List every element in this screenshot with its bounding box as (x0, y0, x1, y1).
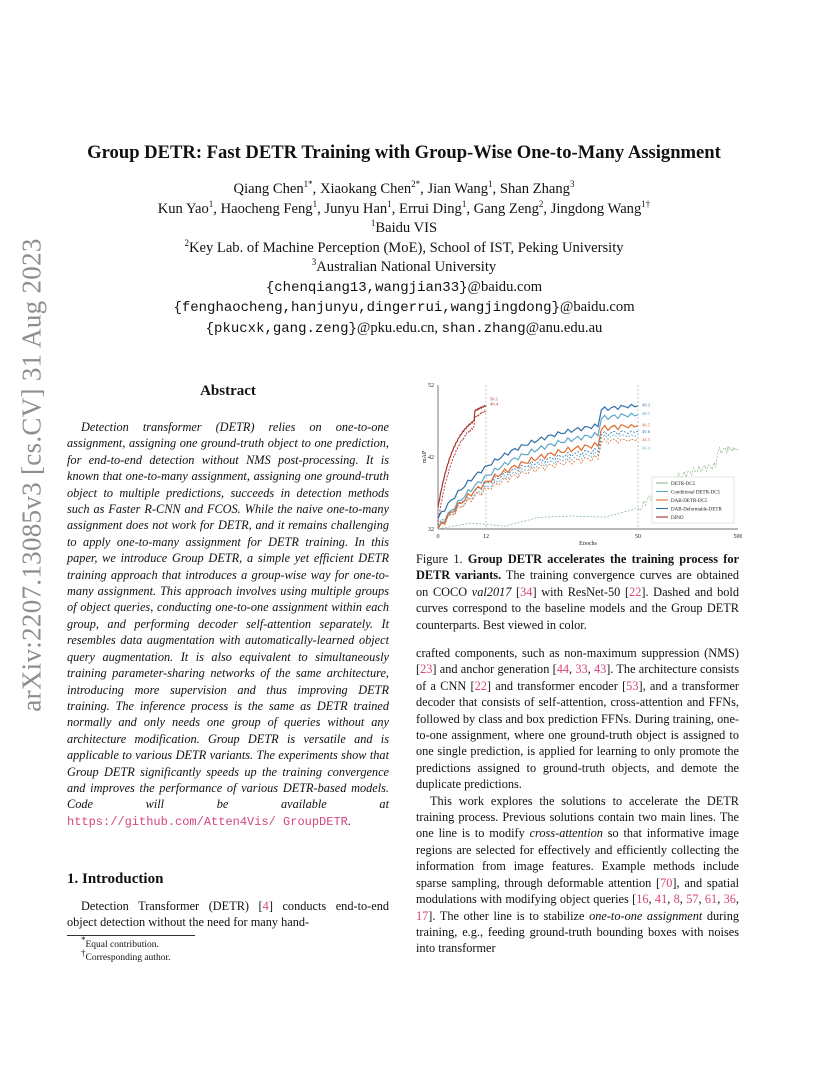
legend-entry: DAB-DETR-DC5 (671, 499, 708, 504)
legend-entry: Conditional DETR-DC5 (671, 490, 721, 496)
x-tick-label: 50 (635, 534, 641, 540)
end-value-label: 49.4 (490, 401, 499, 407)
end-value-label: 48.1 (642, 411, 651, 417)
author-line-2: Kun Yao$^1$, Haocheng Feng$^1$, Junyu Han$^1$, Errui Ding$^1$, Gang Zeng$^2$, Jingdong Wang$^{1\dagger}$ (157, 198, 651, 217)
author-line-1: Qiang Chen$^{1*}$, Xiaokang Chen$^{2*}$, Jian Wang$^1$, Shan Zhang$^3$ (233, 179, 575, 197)
end-value-label: 44.5 (642, 437, 651, 442)
series-line-dino-group (438, 406, 486, 508)
x-tick-label: 0 (436, 534, 440, 540)
author-block (40, 180, 768, 339)
email-line-1: {chenqiang13,wangjian33}@baidu.com (265, 278, 543, 296)
series-line-dab-deformable-baseline (438, 431, 638, 525)
legend-entry: DINO (671, 516, 684, 521)
introduction-paragraph: Detection Transformer (DETR) [4] conducts end-to-end object detection without the need for many hand- (67, 899, 389, 930)
end-value-label: 49.3 (642, 402, 651, 408)
right-column-body (416, 645, 739, 957)
arxiv-identifier: arXiv:2207.13085v3 [cs.CV] 31 Aug 2023 (16, 238, 47, 712)
footnote-corresponding-author: †Corresponding author. (81, 947, 171, 963)
end-value-label: 46.5 (642, 422, 651, 428)
y-axis-label: mAP (422, 450, 428, 464)
figure-1-chart (416, 379, 742, 545)
introduction-heading: 1. Introduction (67, 871, 164, 887)
paper-title: Group DETR: Fast DETR Training with Group-Wise One-to-Many Assignment (87, 142, 721, 163)
end-value-label: 43.3 (642, 445, 651, 451)
end-value-label: 50.1 (490, 396, 499, 402)
series-line-dab-deformable-group (438, 401, 638, 518)
y-tick-label: 42 (428, 455, 434, 461)
email-line-2: {fenghaocheng,hanjunyu,dingerrui,wangjingdong}@baidu.com (173, 299, 635, 316)
x-tick-label: 500 (733, 534, 742, 540)
end-value-label: 45.6 (642, 429, 651, 435)
end-value-label: 43.3 (726, 445, 735, 451)
series-line-dab-dc5-baseline (438, 439, 638, 529)
convergence-chart-svg (416, 379, 742, 545)
affiliation-2: $^2$Key Lab. of Machine Perception (MoE), School of IST, Peking University (184, 237, 624, 256)
y-tick-label: 52 (428, 383, 434, 389)
legend-entry: DETR-DC5 (671, 482, 696, 487)
email-line-3: {pkucxk,gang.zeng}@pku.edu.cn, shan.zhang@anu.edu.au (205, 319, 603, 337)
abstract-heading: Abstract (200, 383, 256, 399)
affiliation-1: $^1$Baidu VIS (370, 218, 438, 236)
legend-entry: DAB-Deformable-DETR (671, 507, 722, 513)
footnotes (67, 934, 389, 965)
footnote-rule (67, 935, 195, 936)
series-line-dino-baseline (438, 411, 486, 522)
affiliation-3: $^3$Australian National University (311, 257, 497, 275)
body-paragraph-1: crafted components, such as non-maximum suppression (NMS) [23] and anchor generation [44, 33, 43]. The architecture consists of a CNN [22] and transformer encoder [53], and a transformer decoder that consists of self-attention, cross-attention and FFNs, followed by class and box prediction FFNs. During training, one-to-one assignment, where one ground-truth object is assigned to one single prediction, is applied for learning to only promote the predictions assigned to ground-truth objects, and demote the duplicate predictions. (416, 646, 740, 792)
x-tick-label: 12 (483, 534, 489, 540)
figure-1-caption: Figure 1. Group DETR accelerates the training process for DETR variants. The training convergence curves are obtained on COCO val2017 [34] with ResNet-50 [22]. Dashed and bold curves correspond to the baseline models and the Group DETR counterparts. Best viewed in color. (416, 552, 739, 632)
abstract-text: Detection transformer (DETR) relies on one-to-one assignment, assigning one ground-truth object to one prediction, for end-to-end detection without NMS post-processing. It is known that one-to-many assignment, assigning one ground-truth object to multiple predictions, succeeds in detection methods such as Faster R-CNN and FCOS. While the naive one-to-many assignment does not work for DETR, and it remains challenging to apply one-to-many assignment for DETR training. In this paper, we introduce Group DETR, a simple yet efficient DETR training approach that introduces a group-wise way for one-to-many assignment. This approach involves using multiple groups of object queries, conducting one-to-one assignment within each group, and performing decoder self-attention separately. It resembles data augmentation with automatically-learned object query augmentation. It is also equivalent to simultaneously training parameter-sharing networks of the same architecture, introducing more supervision and thus improving DETR training. The inference process is the same as DETR trained normally and only needs one group of queries without any architecture modification. Group DETR is versatile and is applicable to various DETR variants. The experiments show that Group DETR significantly speeds up the training convergence and improves the performance of various DETR-based models. Code will be available at https://github.com/Atten4Vis/ GroupDETR. (67, 420, 389, 829)
y-tick-label: 32 (428, 527, 434, 533)
body-paragraph-2: This work explores the solutions to accelerate the DETR training process. Previous solutions contain two main lines. The one line is to modify cross-attention so that informative image regions are selected for effectively and efficiently collecting the information from image features. Example methods include sparse sampling, through deformable attention [70], and spatial modulations with modifying object queries [16, 41, 8, 57, 61, 36, 17]. The other line is to stabilize one-to-one assignment during training, e.g., feeding ground-truth bounding boxes with noises into transformer (416, 793, 739, 956)
footnote-equal-contribution: *Equal contribution. (81, 934, 159, 950)
x-axis-label: Epochs (579, 541, 597, 545)
